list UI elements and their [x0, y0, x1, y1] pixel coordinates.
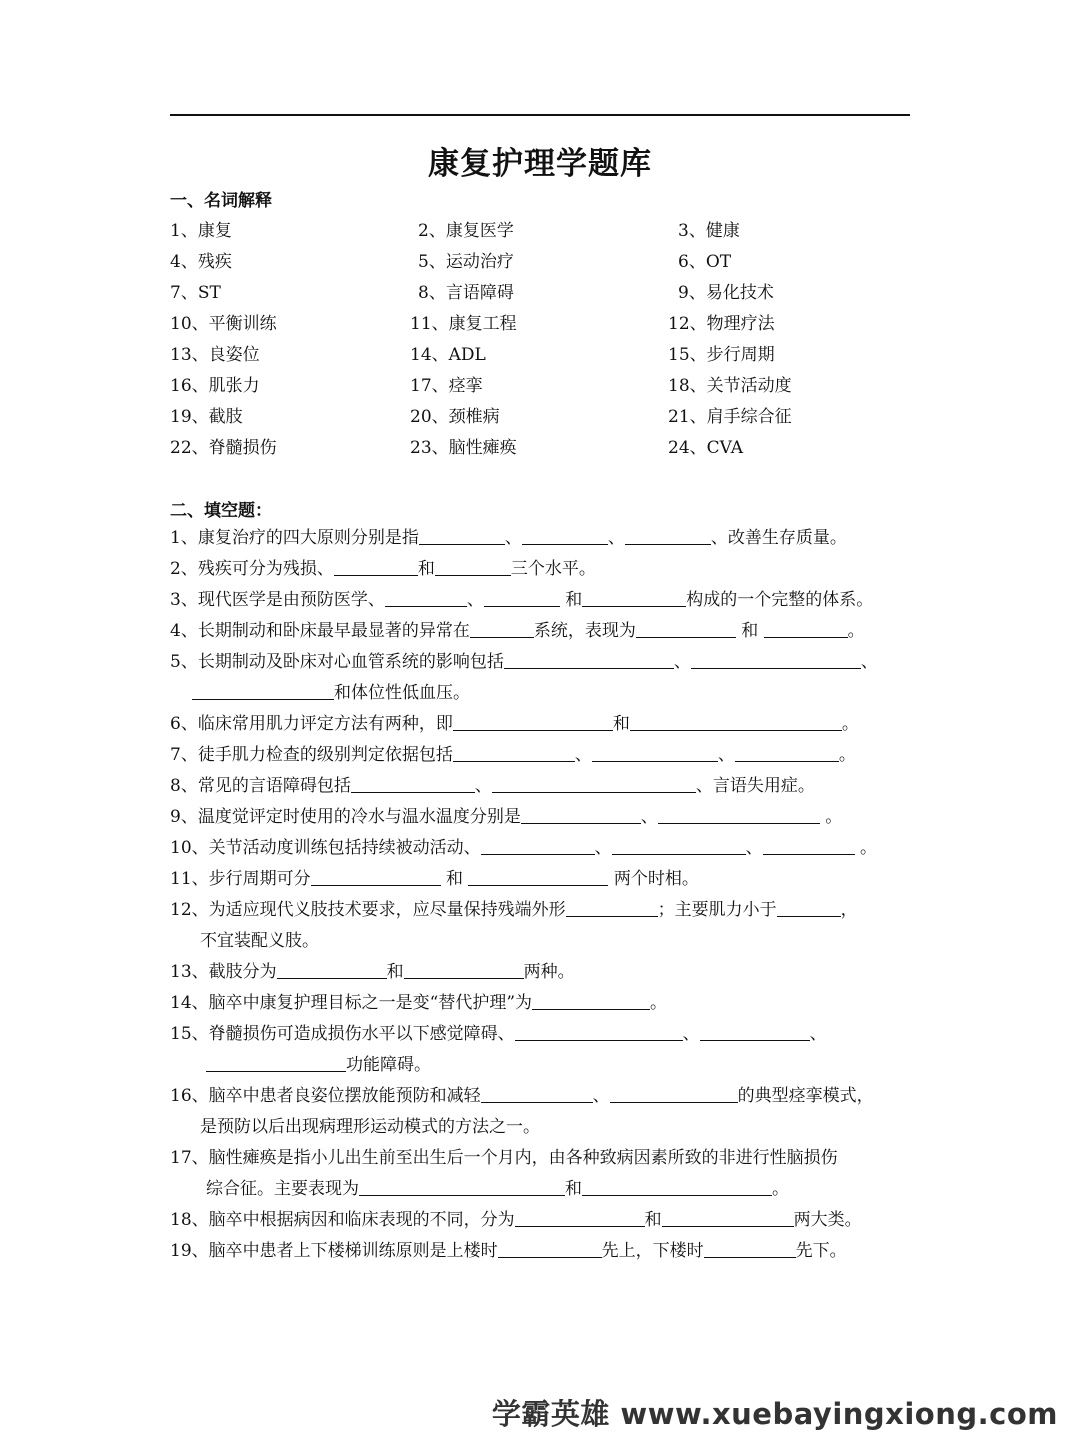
term: 7、ST	[170, 283, 221, 303]
term: 24、CVA	[668, 438, 744, 458]
question-6: 6、临床常用肌力评定方法有两种，即 和 。	[170, 714, 859, 734]
question-2: 2、残疾可分为残损、 和 三个水平。	[170, 559, 596, 579]
term: 17、痉挛	[410, 376, 483, 396]
question-18: 18、脑卒中根据病因和临床表现的不同，分为 和 两大类。	[170, 1210, 862, 1230]
section1-heading: 一、名词解释	[170, 191, 272, 211]
question-7: 7、徒手肌力检查的级别判定依据包括 、 、 。	[170, 745, 856, 765]
question-9: 9、温度觉评定时使用的冷水与温水温度分别是 、 。	[170, 807, 843, 827]
term: 16、肌张力	[170, 376, 260, 396]
question-15: 15、脊髓损伤可造成损伤水平以下感觉障碍、 、 、	[170, 1024, 827, 1044]
question-3: 3、现代医学是由预防医学、 、 和 构成的一个完整的体系。	[170, 590, 874, 610]
question-11: 11、步行周期可分 和 两个时相。	[170, 869, 699, 889]
header-rule	[170, 114, 910, 116]
term: 3、健康	[678, 221, 740, 241]
question-8: 8、常见的言语障碍包括 、 、言语失用症。	[170, 776, 815, 796]
question-1: 1、康复治疗的四大原则分别是指 、 、 、改善生存质量。	[170, 528, 847, 548]
term: 19、截肢	[170, 407, 243, 427]
question-16-cont: 是预防以后出现病理形运动模式的方法之一。	[200, 1117, 540, 1137]
term: 9、易化技术	[678, 283, 774, 303]
term: 13、良姿位	[170, 345, 260, 365]
question-12: 12、为适应现代义肢技术要求，应尽量保持残端外形 ；主要肌力小于 ，	[170, 900, 858, 920]
watermark: 学霸英雄 www.xuebayingxiong.com	[491, 1397, 1058, 1431]
question-14: 14、脑卒中康复护理目标之一是变“替代护理”为 。	[170, 993, 668, 1013]
term: 11、康复工程	[410, 314, 517, 334]
term: 23、脑性瘫痪	[410, 438, 517, 458]
term: 5、运动治疗	[418, 252, 514, 272]
question-19: 19、脑卒中患者上下楼梯训练原则是上楼时 先上，下楼时 先下。	[170, 1241, 847, 1261]
question-10: 10、关节活动度训练包括持续被动活动、 、 、 。	[170, 838, 878, 858]
term: 1、康复	[170, 221, 232, 241]
question-5-cont: 和体位性低血压。	[192, 682, 470, 704]
term: 18、关节活动度	[668, 376, 792, 396]
section2-heading: 二、填空题：	[170, 501, 272, 521]
term: 4、残疾	[170, 252, 232, 272]
term: 6、OT	[678, 252, 732, 272]
term: 22、脊髓损伤	[170, 438, 277, 458]
question-17: 17、脑性瘫痪是指小儿出生前至出生后一个月内，由各种致病因素所致的非进行性脑损伤	[170, 1148, 838, 1168]
question-12-cont: 不宜装配义肢。	[200, 931, 319, 951]
term: 2、康复医学	[418, 221, 514, 241]
question-13: 13、截肢分为 和 两种。	[170, 962, 575, 982]
question-16: 16、脑卒中患者良姿位摆放能预防和减轻 、 的典型痉挛模式，	[170, 1086, 874, 1106]
term: 8、言语障碍	[418, 283, 514, 303]
question-17-cont: 综合征。主要表现为 和 。	[206, 1179, 789, 1199]
term: 21、肩手综合征	[668, 407, 792, 427]
question-5: 5、长期制动及卧床对心血管系统的影响包括 、 、	[170, 652, 878, 672]
term: 10、平衡训练	[170, 314, 277, 334]
question-15-cont: 功能障碍。	[206, 1054, 431, 1076]
page-title: 康复护理学题库	[428, 146, 652, 182]
term: 15、步行周期	[668, 345, 775, 365]
term: 14、ADL	[410, 345, 486, 365]
term: 20、颈椎病	[410, 407, 500, 427]
term: 12、物理疗法	[668, 314, 775, 334]
question-4: 4、长期制动和卧床最早最显著的异常在 系统，表现为 和 。	[170, 621, 865, 641]
